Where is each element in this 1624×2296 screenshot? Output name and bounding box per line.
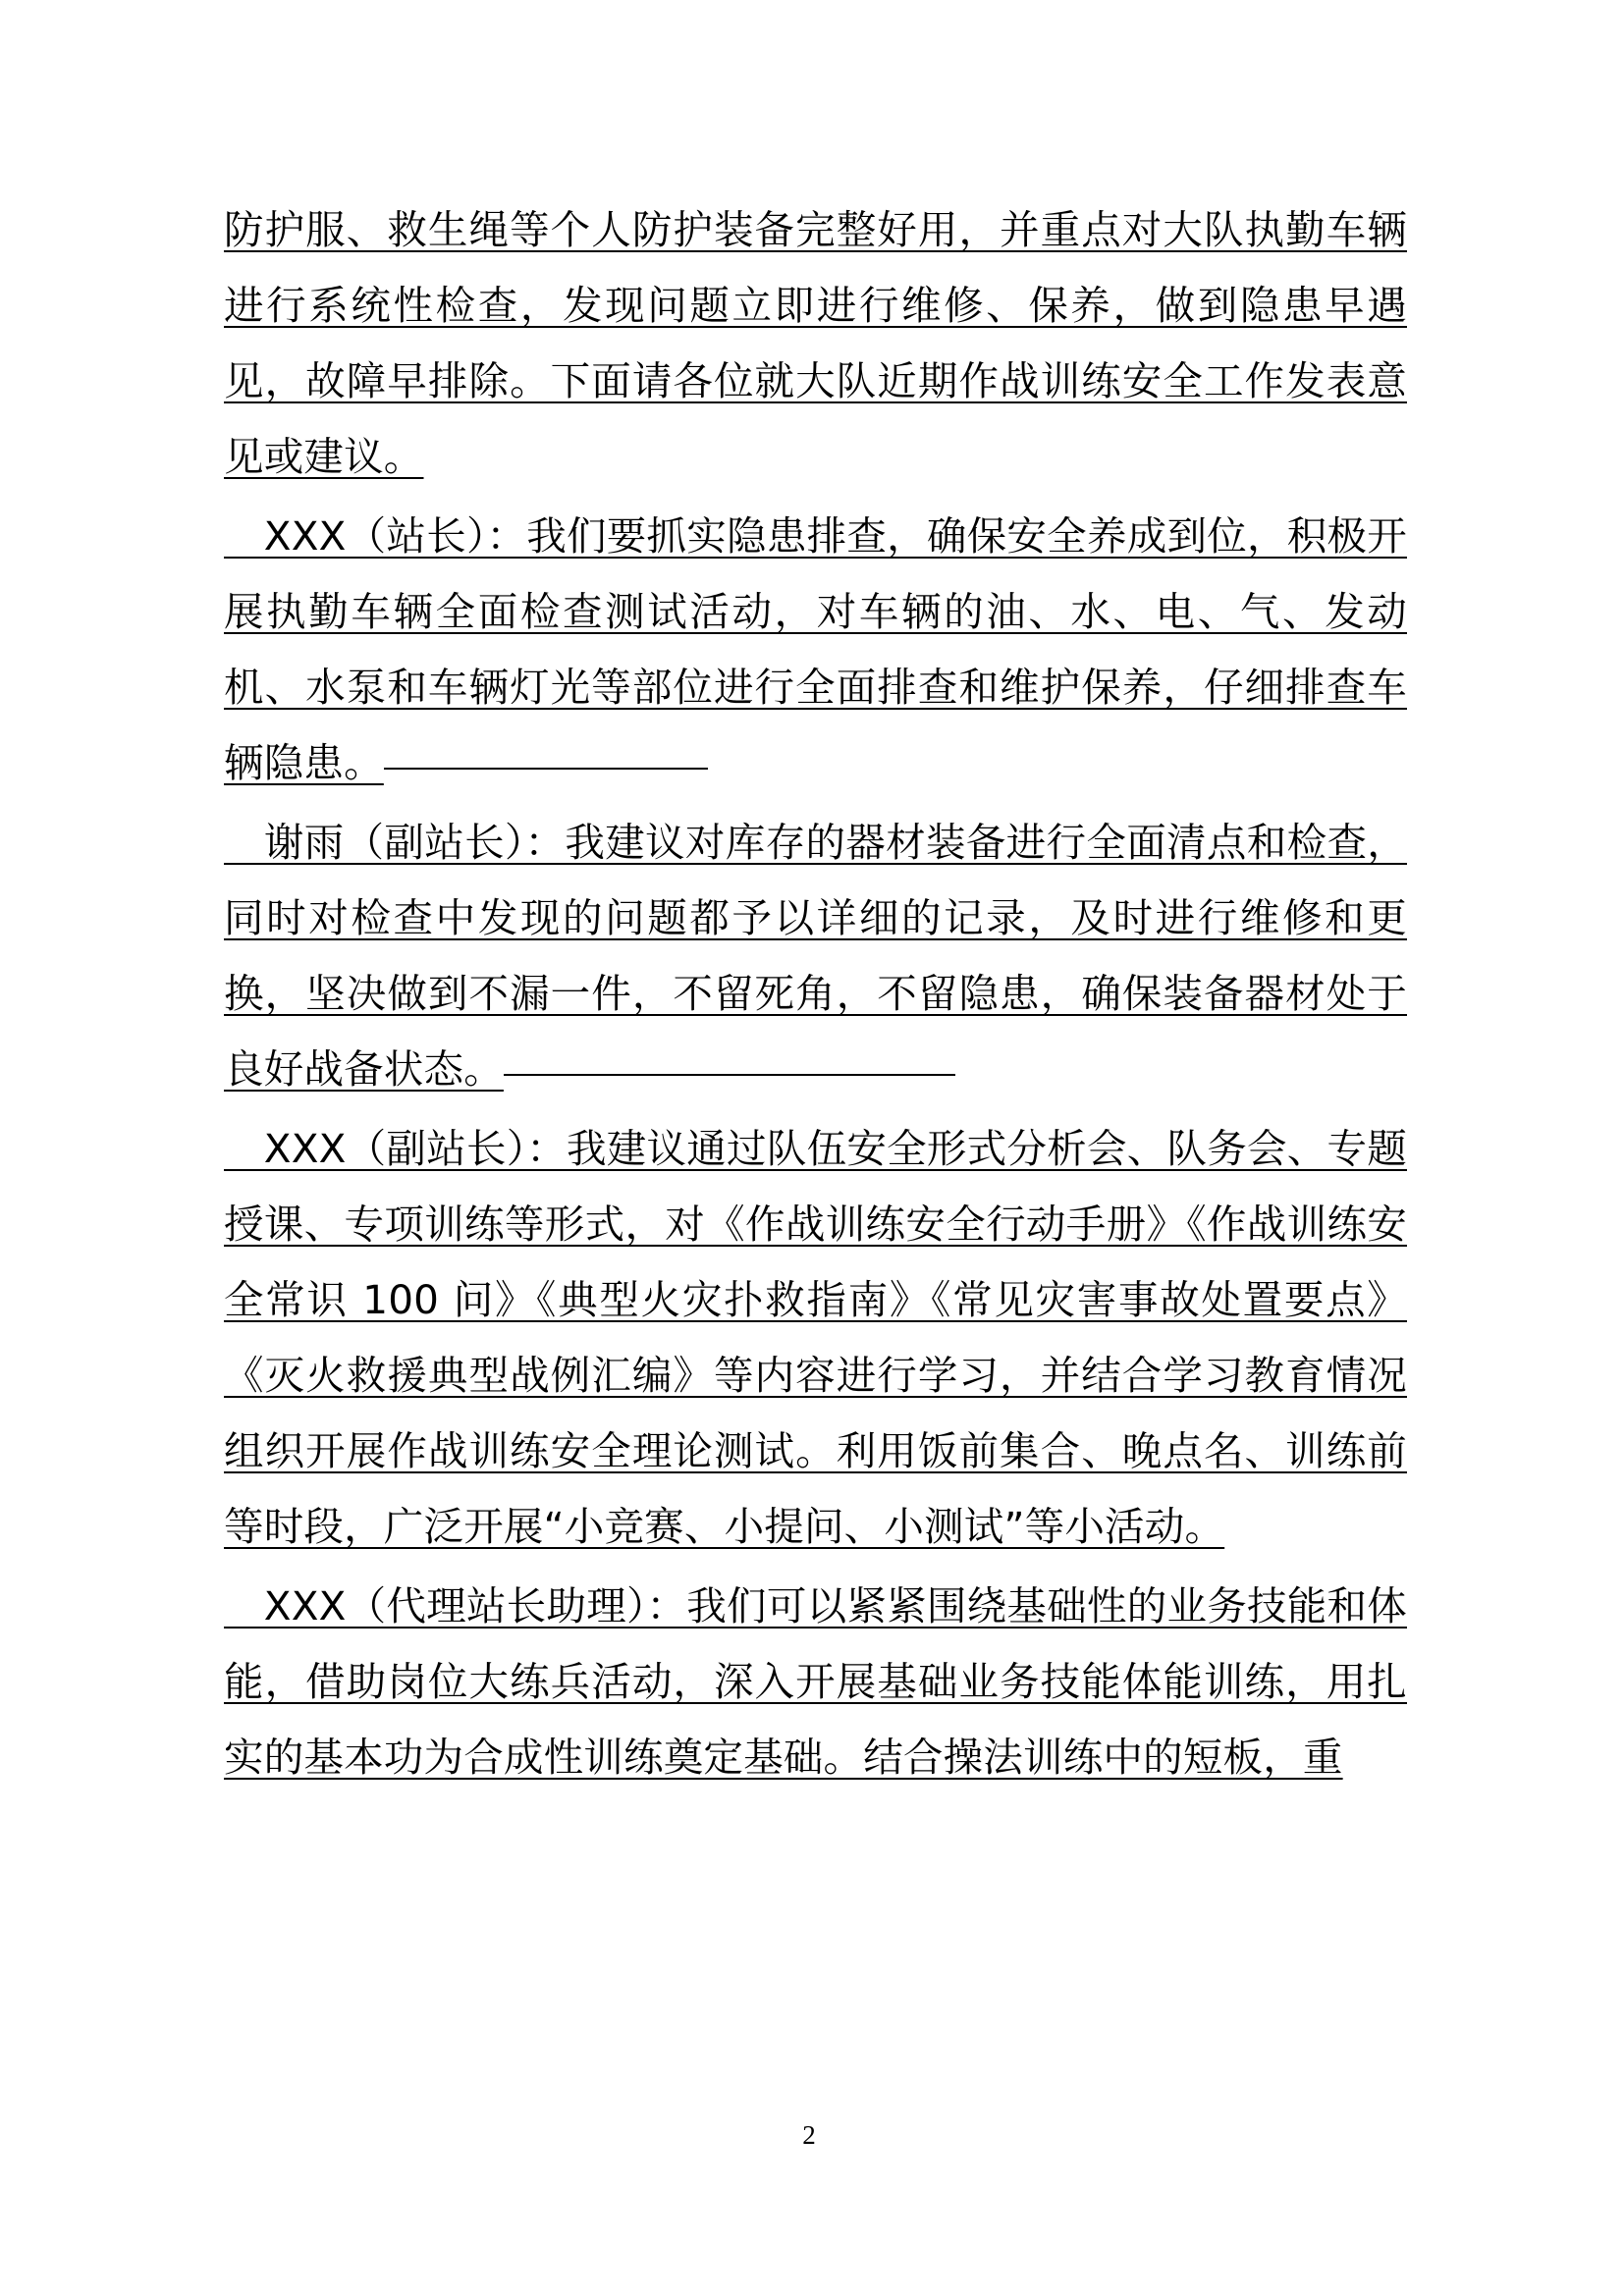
paragraph-speaker-deputy-chief: [224, 1111, 1407, 1565]
paragraph-continued-opening: [224, 192, 1407, 495]
page-number-footer: [0, 2120, 1624, 2151]
paragraph-text: XXX（代理站长助理）：我们可以紧紧围绕基础性的业务技能和体能，借助岗位大练兵活动，深入开展基础业务技能体能训练，用扎实的基本功为合成性训练奠定基础。结合操法训练中的短板，重: [224, 1582, 1407, 1781]
page-number-value: 2: [802, 2120, 816, 2150]
paragraph-text: 防护服、救生绳等个人防护装备完整好用，并重点对大队执勤车辆进行系统性检查，发现问题立即进行维修、保养，做到隐患早遇见，故障早排除。下面请各位就大队近期作战训练安全工作发表意见或建议。: [224, 206, 1407, 480]
trailing-rule: [504, 1074, 955, 1076]
paragraph-text: 谢雨（副站长）：我建议对库存的器材装备进行全面清点和检查，同时对检查中发现的问题都予以详细的记录，及时进行维修和更换，坚决做到不漏一件，不留死角，不留隐患，确保装备器材处于良好战备状态。: [224, 819, 1407, 1093]
paragraph-text: XXX（站长）：我们要抓实隐患排查，确保安全养成到位，积极开展执勤车辆全面检查测试活动，对车辆的油、水、电、气、发动机、水泵和车辆灯光等部位进行全面排查和维护保养，仔细排查车辆隐患。: [224, 512, 1407, 786]
paragraph-speaker-xieyu: [224, 805, 1407, 1107]
paragraph-text: XXX（副站长）：我建议通过队伍安全形式分析会、队务会、专题授课、专项训练等形式，对《作战训练安全行动手册》《作战训练安全常识 100 问》《典型火灾扑救指南》《常见灾害事故处置要点》《灭火救援典型战例汇编》等内容进行学习，并结合学习教育情况组织开展作战训练安全理论测试。利用饭前集合、晚点名、训练前等时段，广泛开展“小竞赛、小提问、小测试”等小活动。: [224, 1125, 1407, 1550]
paragraph-speaker-station-chief: [224, 499, 1407, 801]
document-body: [224, 192, 1407, 1799]
trailing-rule: [384, 768, 708, 770]
paragraph-speaker-acting-assistant: [224, 1569, 1407, 1795]
